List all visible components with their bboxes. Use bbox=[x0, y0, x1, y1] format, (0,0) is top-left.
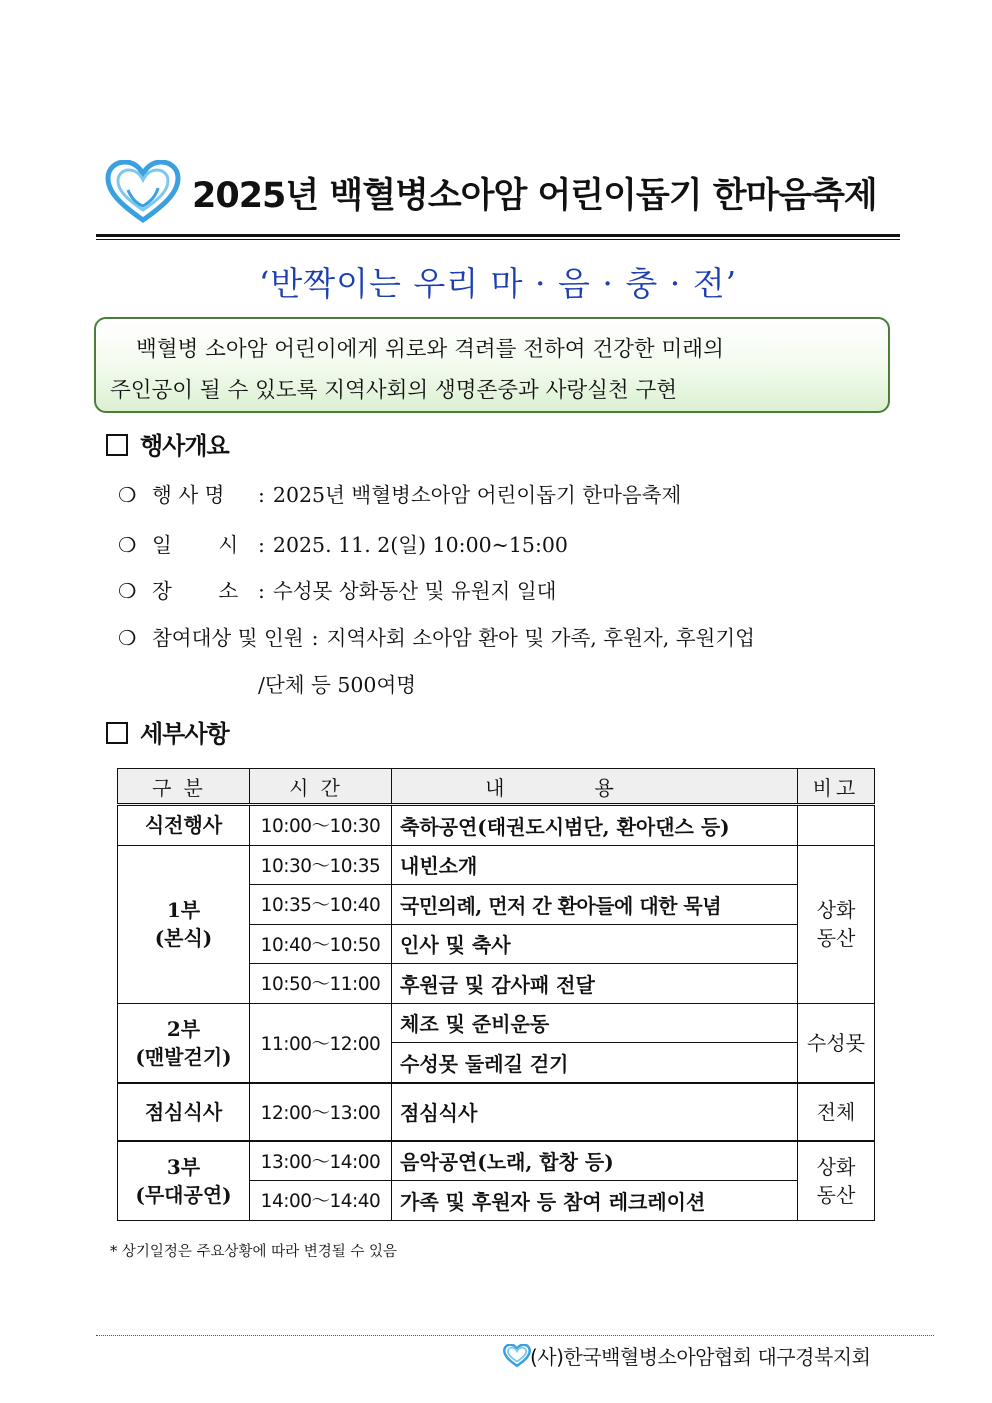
cell-content: 축하공연(태권도시범단, 환아댄스 등) bbox=[392, 805, 798, 846]
purpose-line-2: 주인공이 될 수 있도록 지역사회의 생명존중과 사랑실천 구현 bbox=[110, 378, 678, 403]
checkbox-square-icon bbox=[106, 434, 128, 456]
cell-content: 음악공연(노래, 합창 등) bbox=[392, 1141, 798, 1181]
cell-time: 10:40～10:50 bbox=[250, 924, 392, 964]
cell-time: 13:00～14:00 bbox=[250, 1141, 392, 1181]
division-line-1: 2부 bbox=[166, 1016, 201, 1041]
overview-label: 장 소 bbox=[152, 579, 239, 603]
section-heading-text: 세부사항 bbox=[140, 720, 229, 748]
cell-time: 10:30～10:35 bbox=[250, 845, 392, 885]
cell-division bbox=[118, 1003, 250, 1083]
note-line-1: 상화 bbox=[816, 898, 856, 922]
cell-content: 국민의례, 먼저 간 환아들에 대한 묵념 bbox=[392, 885, 798, 925]
column-header-time: 시간 bbox=[250, 769, 392, 805]
cell-note: 수성못 bbox=[798, 1003, 875, 1083]
cell-time: 11:00～12:00 bbox=[250, 1003, 392, 1083]
division-line-2: (무대공연) bbox=[135, 1182, 232, 1207]
note-line-2: 동산 bbox=[816, 926, 856, 950]
cell-division: 식전행사 bbox=[118, 805, 250, 846]
overview-value-continued: /단체 등 500여명 bbox=[258, 673, 417, 697]
title-rule-thick bbox=[96, 234, 900, 237]
cell-division bbox=[118, 845, 250, 1003]
cell-content: 점심식사 bbox=[392, 1083, 798, 1141]
circle-bullet-icon: ❍ bbox=[118, 626, 137, 650]
footer-organization: (사)한국백혈병소아암협회 대구경북지회 bbox=[530, 1345, 871, 1369]
note-line-2: 동산 bbox=[816, 1182, 856, 1207]
overview-value: 수성못 상화동산 및 유원지 일대 bbox=[272, 579, 557, 603]
section-heading-text: 행사개요 bbox=[140, 432, 229, 460]
cell-note bbox=[798, 805, 875, 846]
cell-time: 14:00～14:40 bbox=[250, 1181, 392, 1221]
cell-division bbox=[118, 1141, 250, 1221]
division-line-1: 1부 bbox=[166, 898, 201, 922]
overview-value: 지역사회 소아암 환아 및 가족, 후원자, 후원기업 bbox=[326, 626, 755, 650]
title-rule-thin bbox=[96, 239, 900, 240]
cell-content: 내빈소개 bbox=[392, 845, 798, 885]
division-line-2: (본식) bbox=[154, 926, 213, 950]
cell-note bbox=[798, 1141, 875, 1221]
cell-content: 후원금 및 감사패 전달 bbox=[392, 964, 798, 1004]
event-slogan: ‘반짝이는 우리 마 · 음 · 충 · 전’ bbox=[258, 264, 738, 303]
cell-content: 수성못 둘레길 걷기 bbox=[392, 1043, 798, 1083]
cell-time: 10:50～11:00 bbox=[250, 964, 392, 1004]
column-header-division: 구분 bbox=[118, 769, 250, 805]
cell-content: 체조 및 준비운동 bbox=[392, 1003, 798, 1043]
table-row bbox=[118, 1003, 875, 1043]
checkbox-square-icon bbox=[106, 722, 128, 744]
purpose-line-1: 백혈병 소아암 어린이에게 위로와 격려를 전하여 건강한 미래의 bbox=[136, 337, 724, 362]
table-row bbox=[118, 1141, 875, 1181]
overview-value: 2025년 백혈병소아암 어린이돕기 한마음축제 bbox=[272, 483, 682, 507]
cell-time: 12:00～13:00 bbox=[250, 1083, 392, 1141]
circle-bullet-icon: ❍ bbox=[118, 533, 137, 557]
section-heading-overview bbox=[106, 426, 229, 461]
cell-division: 점심식사 bbox=[118, 1083, 250, 1141]
column-header-note: 비고 bbox=[798, 769, 875, 805]
column-header-content: 내용 bbox=[392, 769, 798, 805]
schedule-table bbox=[117, 768, 875, 1221]
division-line-1: 3부 bbox=[166, 1154, 201, 1179]
table-row bbox=[118, 805, 875, 846]
overview-label: 참여대상 및 인원 bbox=[152, 626, 304, 650]
overview-label: 일 시 bbox=[152, 533, 239, 557]
cell-content: 가족 및 후원자 등 참여 레크레이션 bbox=[392, 1181, 798, 1221]
section-heading-details bbox=[106, 714, 229, 749]
heart-logo-icon bbox=[104, 160, 182, 226]
division-line-2: (맨발걷기) bbox=[135, 1044, 232, 1069]
overview-item-participants: ❍ 참여대상 및 인원 : 지역사회 소아암 환아 및 가족, 후원자, 후원기업 bbox=[118, 621, 755, 651]
purpose-box bbox=[94, 317, 890, 413]
heart-logo-icon bbox=[502, 1344, 532, 1368]
table-header-row bbox=[118, 769, 875, 805]
table-row bbox=[118, 1083, 875, 1141]
cell-time: 10:00～10:30 bbox=[250, 805, 392, 846]
schedule-footnote: * 상기일정은 주요상황에 따라 변경될 수 있음 bbox=[110, 1244, 398, 1260]
overview-value: 2025. 11. 2(일) 10:00~15:00 bbox=[272, 533, 568, 557]
overview-item-datetime: ❍ 일 시 : 2025. 11. 2(일) 10:00~15:00 bbox=[118, 528, 568, 558]
cell-content: 인사 및 축사 bbox=[392, 924, 798, 964]
overview-item-name: ❍ 행 사 명 : 2025년 백혈병소아암 어린이돕기 한마음축제 bbox=[118, 478, 681, 508]
page-title: 2025년 백혈병소아암 어린이돕기 한마음축제 bbox=[192, 176, 877, 216]
circle-bullet-icon: ❍ bbox=[118, 483, 137, 507]
note-line-1: 상화 bbox=[816, 1154, 856, 1179]
footer-divider bbox=[96, 1335, 934, 1336]
cell-note bbox=[798, 845, 875, 1003]
table-row bbox=[118, 845, 875, 885]
cell-time: 10:35～10:40 bbox=[250, 885, 392, 925]
overview-item-place: ❍ 장 소 : 수성못 상화동산 및 유원지 일대 bbox=[118, 574, 556, 604]
circle-bullet-icon: ❍ bbox=[118, 579, 137, 603]
cell-note: 전체 bbox=[798, 1083, 875, 1141]
overview-label: 행 사 명 bbox=[152, 483, 225, 507]
